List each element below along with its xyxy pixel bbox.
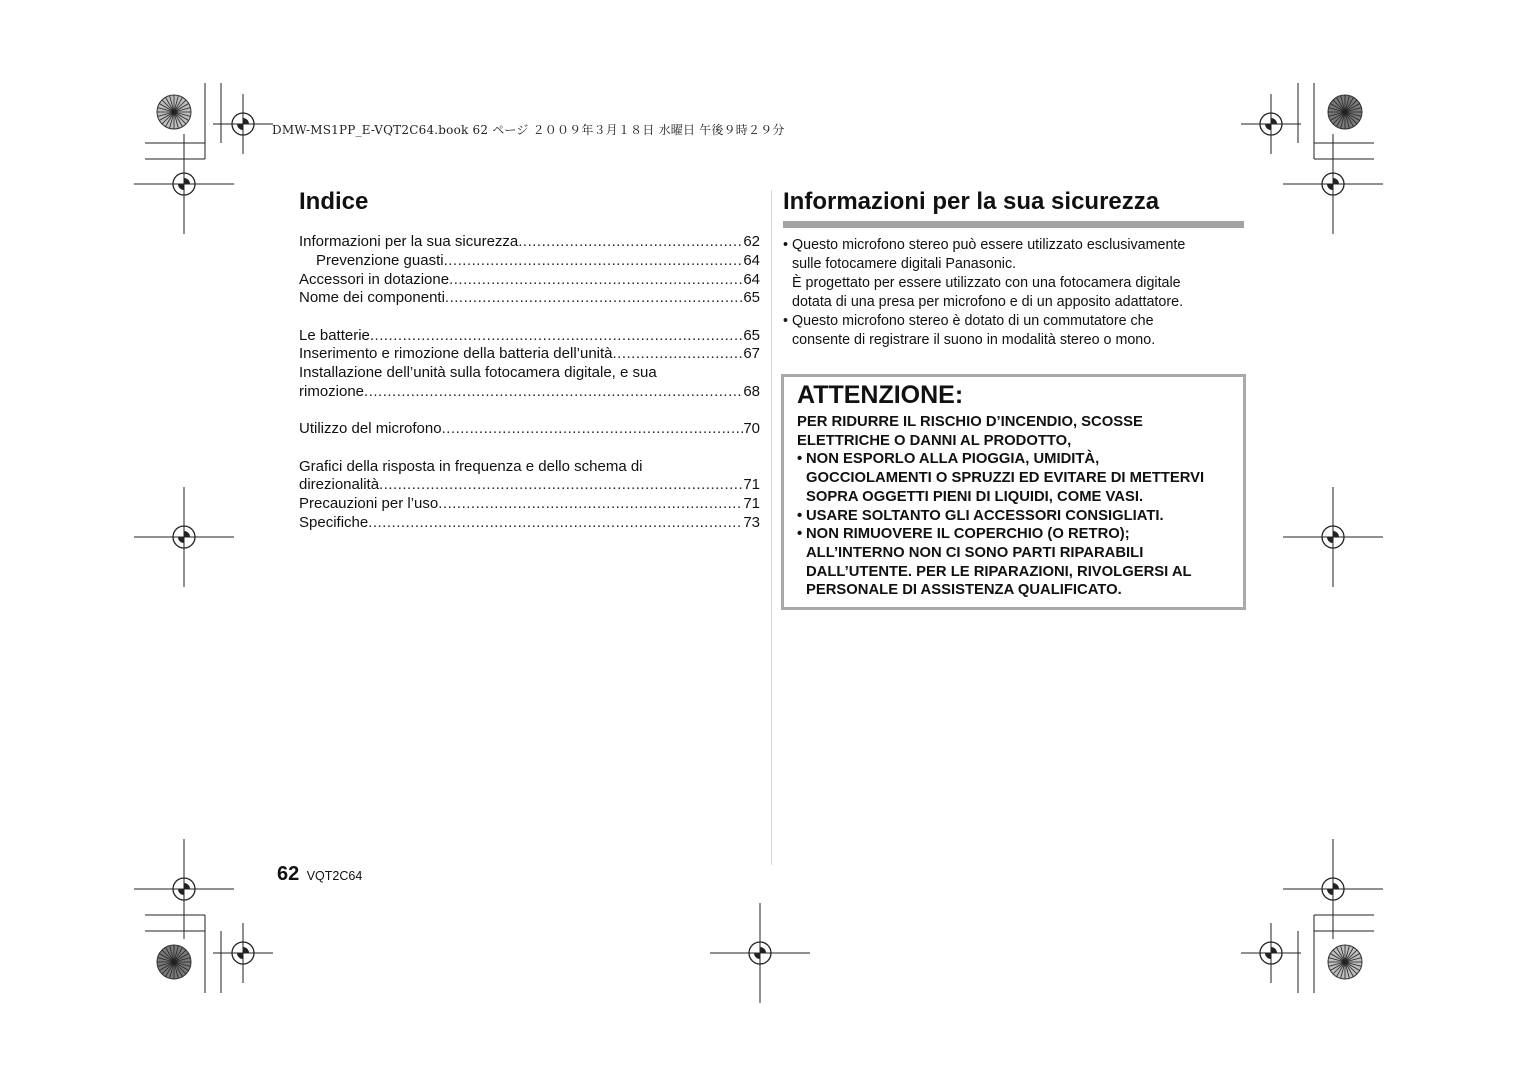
toc-entry-line xyxy=(299,476,760,495)
toc-entry xyxy=(299,252,760,271)
warning-title: ATTENZIONE: xyxy=(797,381,964,409)
toc-entry-text: Inserimento e rimozione della batteria dell’unità xyxy=(299,345,613,363)
toc-page-number: 65 xyxy=(743,326,760,344)
warning-item-line: • USARE SOLTANTO GLI ACCESSORI CONSIGLIATI. xyxy=(806,507,1164,524)
toc-leader-dots xyxy=(379,476,743,495)
toc-entry-text: Le batterie xyxy=(299,326,370,344)
toc-entry-line xyxy=(299,383,760,402)
toc-entry-text: Accessori in dotazione xyxy=(299,270,450,288)
toc-leader-dots xyxy=(370,327,743,346)
registration-target-icon xyxy=(134,487,234,587)
toc-leader-dots xyxy=(518,233,743,252)
warning-body xyxy=(797,413,1237,600)
toc-entry xyxy=(299,327,760,346)
toc-entry-text: Specifiche xyxy=(299,514,369,532)
toc-entry-line xyxy=(299,327,760,346)
toc-page-number: 62 xyxy=(743,233,760,250)
registration-target-icon xyxy=(1283,134,1383,234)
warning-item-line: • NON ESPORLO ALLA PIOGGIA, UMIDITÀ, xyxy=(806,451,1100,468)
color-swatch-icon xyxy=(1328,95,1362,129)
toc-entry-line xyxy=(299,233,760,252)
toc-entry-text: Informazioni per la sua sicurezza xyxy=(299,233,519,250)
section-title: Informazioni per la sua sicurezza xyxy=(783,188,1160,215)
toc-entry-continuation: rimozione xyxy=(299,383,365,401)
toc-entry xyxy=(299,271,760,290)
registration-target-icon xyxy=(213,94,273,154)
toc-entry-line xyxy=(299,271,760,290)
toc-entry-line xyxy=(299,345,760,364)
bullet-line: sulle fotocamere digitali Panasonic. xyxy=(792,255,1017,272)
bullet-line: È progettato per essere utilizzato con una fotocamera digitale xyxy=(792,274,1181,291)
print-header-line: DMW-MS1PP_E-VQT2C64.book 62 ページ ２００９年３月１８日 水曜日 午後９時２９分 xyxy=(272,123,785,137)
toc-leader-dots xyxy=(445,289,743,308)
toc-page-number: 64 xyxy=(743,270,760,288)
toc-entry-text: Nome dei componenti xyxy=(299,289,445,307)
toc-entry xyxy=(299,233,760,252)
toc-group xyxy=(299,458,760,533)
toc-entry-line xyxy=(299,252,760,271)
color-swatch-icon xyxy=(1328,945,1362,979)
warning-item-line: DALL’UTENTE. PER LE RIPARAZIONI, RIVOLGERSI AL xyxy=(806,563,1192,580)
registration-target-icon xyxy=(1241,923,1301,983)
toc-page-number: 67 xyxy=(743,345,760,363)
toc-leader-dots xyxy=(613,345,744,364)
toc-page-number: 71 xyxy=(743,476,760,494)
toc-entry-line xyxy=(299,289,760,308)
warning-box xyxy=(781,374,1246,610)
page-footer xyxy=(277,863,362,886)
bullet-line: consente di registrare il suono in modalità stereo o mono. xyxy=(792,331,1156,348)
bullet-item xyxy=(783,312,1243,350)
registration-target-icon xyxy=(134,839,234,939)
toc-entry xyxy=(299,420,760,439)
color-swatch-icon xyxy=(157,95,191,129)
toc-entry-text: Utilizzo del microfono xyxy=(299,420,442,438)
toc-entry xyxy=(299,345,760,364)
registration-target-icon xyxy=(134,134,234,234)
toc-group xyxy=(299,327,760,402)
toc-group xyxy=(299,420,760,439)
table-of-contents xyxy=(299,233,760,551)
warning-intro-line: PER RIDURRE IL RISCHIO D’INCENDIO, SCOSSE xyxy=(797,414,1143,430)
warning-item-line: PERSONALE DI ASSISTENZA QUALIFICATO. xyxy=(806,582,1122,599)
toc-page-number: 73 xyxy=(743,514,760,532)
toc-entry-text: Prevenzione guasti xyxy=(316,251,444,269)
toc-page-number: 68 xyxy=(743,383,760,401)
toc-leader-dots xyxy=(438,495,743,514)
registration-target-icon xyxy=(1283,487,1383,587)
toc-entry-line xyxy=(299,420,760,439)
toc-page-number: 71 xyxy=(743,495,760,513)
page-number: 62 xyxy=(277,863,300,885)
warning-item-line: GOCCIOLAMENTI O SPRUZZI ED EVITARE DI METTERVI xyxy=(806,470,1205,487)
warning-item-line: ALL’INTERNO NON CI SONO PARTI RIPARABILI xyxy=(806,544,1144,561)
toc-entry xyxy=(299,514,760,533)
toc-leader-dots xyxy=(442,420,744,439)
bullet-line: dotata di una presa per microfono e di un apposito adattatore. xyxy=(792,293,1184,310)
bullet-line: • Questo microfono stereo può essere utilizzato esclusivamente xyxy=(792,237,1186,253)
toc-title: Indice xyxy=(299,188,369,215)
toc-page-number: 70 xyxy=(743,420,760,438)
toc-entry xyxy=(299,458,760,496)
toc-leader-dots xyxy=(449,271,743,290)
toc-entry-continuation: direzionalità xyxy=(299,476,380,494)
toc-entry xyxy=(299,495,760,514)
toc-group xyxy=(299,233,760,308)
color-swatch-icon xyxy=(157,945,191,979)
safety-bullets xyxy=(783,236,1243,349)
registration-target-icon xyxy=(1241,94,1301,154)
bullet-item xyxy=(783,236,1243,312)
registration-target-icon xyxy=(710,903,810,1003)
toc-entry-text: Precauzioni per l’uso xyxy=(299,495,439,513)
toc-leader-dots xyxy=(364,383,743,402)
toc-entry-text: Installazione dell’unità sulla fotocamera digitale, e sua xyxy=(299,364,657,382)
toc-entry xyxy=(299,364,760,402)
bullet-line: • Questo microfono stereo è dotato di un commutatore che xyxy=(792,312,1154,329)
toc-entry-text: Grafici della risposta in frequenza e dello schema di xyxy=(299,457,643,475)
toc-entry-line xyxy=(299,495,760,514)
document-code: VQT2C64 xyxy=(306,869,363,883)
warning-intro-line: ELETTRICHE O DANNI AL PRODOTTO, xyxy=(797,432,1072,449)
toc-page-number: 64 xyxy=(743,251,760,269)
warning-item-line: • NON RIMUOVERE IL COPERCHIO (O RETRO); xyxy=(806,526,1130,543)
warning-item-line: SOPRA OGGETTI PIENI DI LIQUIDI, COME VASI. xyxy=(806,488,1144,505)
warning-item xyxy=(797,507,1237,526)
toc-leader-dots xyxy=(444,252,744,271)
column-divider xyxy=(771,190,772,865)
registration-target-icon xyxy=(213,923,273,983)
warning-item xyxy=(797,525,1237,600)
warning-item xyxy=(797,450,1237,506)
toc-entry xyxy=(299,289,760,308)
section-title-rule xyxy=(783,221,1244,228)
registration-target-icon xyxy=(1283,839,1383,939)
toc-leader-dots xyxy=(368,514,743,533)
toc-page-number: 65 xyxy=(743,289,760,307)
toc-entry-line xyxy=(299,514,760,533)
